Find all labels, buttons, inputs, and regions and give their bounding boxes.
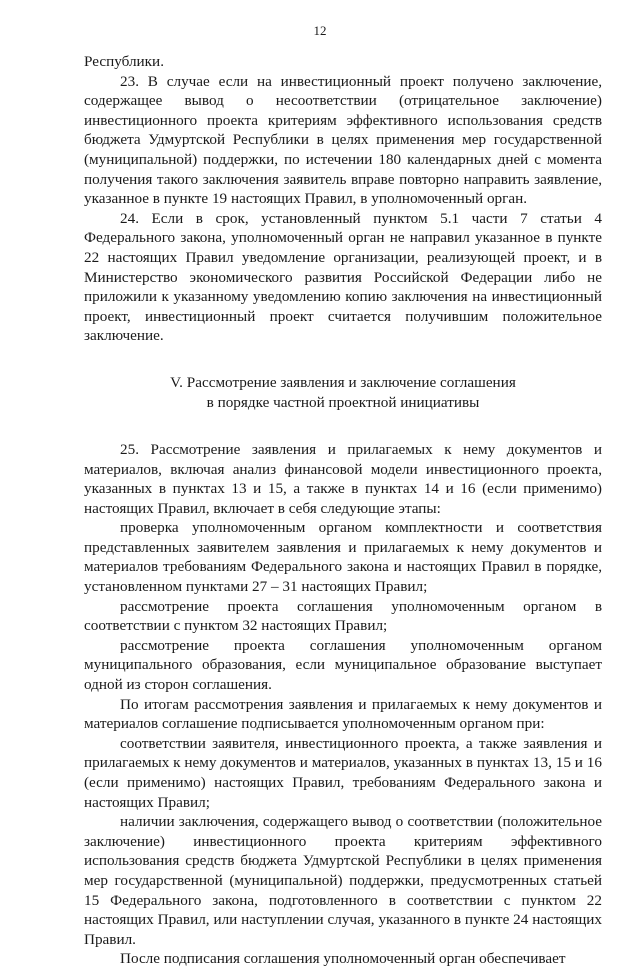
paragraph-continuation: Республики. (84, 53, 164, 70)
section-heading (84, 373, 602, 413)
paragraph-stage-1: проверка уполномоченным органом комплектности и соответствия представленных заявителем заявления и прилагаемых к нему документов и материалов требованиям Федерального закона и настоящих Правил в порядке, установленном пунктами 27 – 31 настоящих Правил; (84, 519, 602, 596)
page-number: 12 (313, 23, 327, 38)
paragraph-after-signing: После подписания соглашения уполномоченный орган обеспечивает (120, 950, 566, 968)
section-heading-line-2: в порядке частной проектной инициативы (206, 393, 480, 411)
document-body (84, 52, 602, 969)
paragraph-condition-1: соответствии заявителя, инвестиционного проекта, а также заявления и прилагаемых к нему документов и материалов, указанных в пунктах 13, 15 и 16 (если применимо) настоящих Правил, требованиям Федерального закона и настоящих Правил; (84, 734, 602, 811)
paragraph-stage-3: рассмотрение проекта соглашения уполномоченным органом муниципального образования, если муниципальное образование выступает одной из сторон соглашения. (84, 636, 602, 694)
paragraph-stage-2: рассмотрение проекта соглашения уполномоченным органом в соответствии с пунктом 32 настоящих Правил; (84, 597, 602, 635)
section-heading-line-1: V. Рассмотрение заявления и заключение соглашения (170, 373, 516, 391)
paragraph-item-23: 23. В случае если на инвестиционный проект получено заключение, содержащее вывод о несоответствии (отрицательное заключение) инвестиционного проекта критериям эффективного использования средств бюджета Удмуртской Республики в целях применения мер государственной (муниципальной) поддержки, по истечении 180 календарных дней с момента получения такого заключения заявитель вправе повторно направить заявление, указанное в пункте 19 настоящих Правил, в уполномоченный орган. (84, 72, 602, 208)
paragraph-item-25: 25. Рассмотрение заявления и прилагаемых к нему документов и материалов, включая анализ финансовой модели инвестиционного проекта, указанных в пунктах 13 и 15, а также в пунктах 14 и 16 (если применимо) настоящих Правил, включает в себя следующие этапы: (84, 440, 602, 517)
paragraph-item-24: 24. Если в срок, установленный пунктом 5.1 части 7 статьи 4 Федерального закона, уполномоченный орган не направил указанное в пункте 22 настоящих Правил уведомление организации, реализующей проект, и в Министерство экономического развития Российской Федерации либо не приложили к указанному уведомлению копию заключения на инвестиционный проект, инвестиционный проект считается получившим положительное заключение. (84, 209, 602, 345)
paragraph-signing-conditions: По итогам рассмотрения заявления и прилагаемых к нему документов и материалов соглашение подписывается уполномоченным органом при: (84, 695, 602, 733)
paragraph-condition-2: наличии заключения, содержащего вывод о соответствии (положительное заключение) инвестиционного проекта критериям эффективного использования средств бюджета Удмуртской Республики в целях применения мер государственной (муниципальной) поддержки, предусмотренных статьей 15 Федерального закона, подготовленного в соответствии с пунктом 22 настоящих Правил, или наступлении случая, указанного в пункте 24 настоящих Правил. (84, 813, 602, 948)
